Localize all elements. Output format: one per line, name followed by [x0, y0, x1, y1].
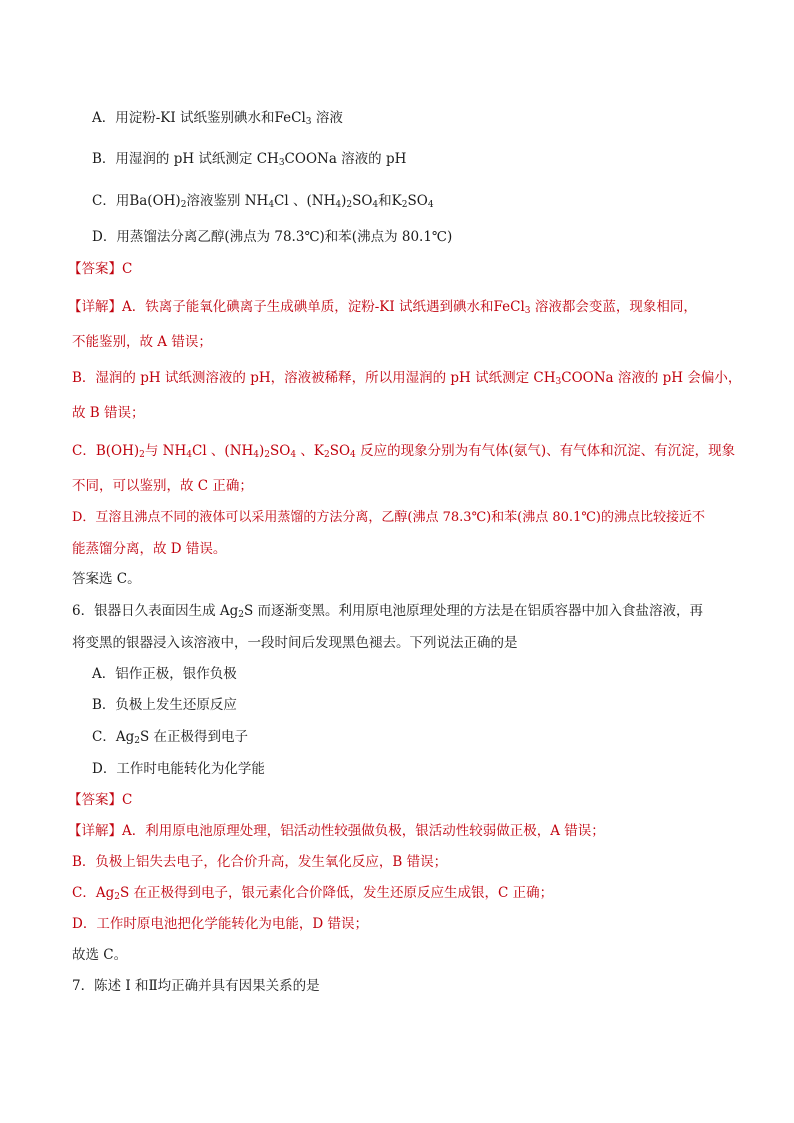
- q6-final-answer: 故选 C。: [72, 947, 128, 963]
- q7-stem: 7．陈述 I 和Ⅱ均正确并具有因果关系的是: [72, 978, 320, 994]
- q6-option-a: A．铝作正极，银作负极: [92, 666, 237, 682]
- answer-tag: 【答案】: [68, 261, 122, 277]
- q6-stem-line1: 6．银器日久表面因生成 $Ag_2S$ 而逐渐变黑。利用原电池原理处理的方法是在铝质容器中加入食盐溶液，再: [72, 603, 704, 620]
- q5-detail-c-line1: C．$B(OH)_2$与 $NH_4Cl$ 、$(NH_4)_2SO_4$ 、$K_2SO_4$ 反应的现象分别为有气体(氨气)、有气体和沉淀、有沉淀，现象: [72, 443, 736, 460]
- q5-option-d: D．用蒸馏法分离乙醇(沸点为 78.3℃)和苯(沸点为 80.1℃): [92, 229, 453, 245]
- q5-option-b: B．用湿润的 pH 试纸测定 $CH_3COONa$ 溶液的 pH: [92, 151, 407, 168]
- q6-detail-d: D．工作时原电池把化学能转化为电能，D 错误；: [72, 916, 368, 932]
- q5-option-c: C．用$Ba(OH)_2$溶液鉴别 $NH_4Cl$ 、$(NH_4)_2SO_4$和$K_2SO_4$: [92, 193, 434, 210]
- q6-detail-c: C．$Ag_2S$ 在正极得到电子，银元素化合价降低，发生还原反应生成银，C 正确；: [72, 885, 554, 902]
- answer-tag: 【答案】: [68, 792, 122, 808]
- q5-detail-d-line2: 能蒸馏分离，故 D 错误。: [72, 541, 227, 557]
- q5-detail-b-line1: B．湿润的 pH 试纸测溶液的 pH，溶液被稀释，所以用湿润的 pH 试纸测定 $CH_3COONa$ 溶液的 pH 会偏小，: [72, 370, 742, 387]
- q6-answer: [68, 791, 132, 809]
- answer-value: C: [122, 792, 133, 808]
- q5-answer: [68, 260, 132, 278]
- q6-detail-a: 【详解】A．利用原电池原理处理，铝活动性较强做负极，银活动性较弱做正极，A 错误；: [68, 823, 605, 839]
- q6-option-b: B．负极上发生还原反应: [92, 697, 237, 713]
- q6-option-c: C．$Ag_2S$ 在正极得到电子: [92, 729, 249, 746]
- q5-option-a: A．用淀粉-KI 试纸鉴别碘水和FeCl$_3$ 溶液: [92, 110, 343, 127]
- q5-detail-b-line2: 故 B 错误；: [72, 405, 145, 421]
- q6-option-d: D．工作时电能转化为化学能: [92, 761, 265, 777]
- q6-stem-line2: 将变黑的银器浸入该溶液中，一段时间后发现黑色褪去。下列说法正确的是: [72, 635, 518, 651]
- q5-detail-a-line2: 不能鉴别，故 A 错误；: [72, 334, 212, 350]
- q6-detail-b: B．负极上铝失去电子，化合价升高，发生氧化反应，B 错误；: [72, 854, 448, 870]
- q5-final-answer: 答案选 C。: [72, 571, 141, 587]
- q5-detail-a-line1: 【详解】A．铁离子能氧化碘离子生成碘单质，淀粉-KI 试纸遇到碘水和FeCl$_3$ 溶液都会变蓝，现象相同，: [68, 299, 697, 316]
- q5-detail-c-line2: 不同，可以鉴别，故 C 正确；: [72, 478, 253, 494]
- q5-detail-d-line1: D．互溶且沸点不同的液体可以采用蒸馏的方法分离，乙醇(沸点 78.3℃)和苯(沸点 80.1℃)的沸点比较接近不: [72, 510, 705, 525]
- answer-value: C: [122, 261, 133, 277]
